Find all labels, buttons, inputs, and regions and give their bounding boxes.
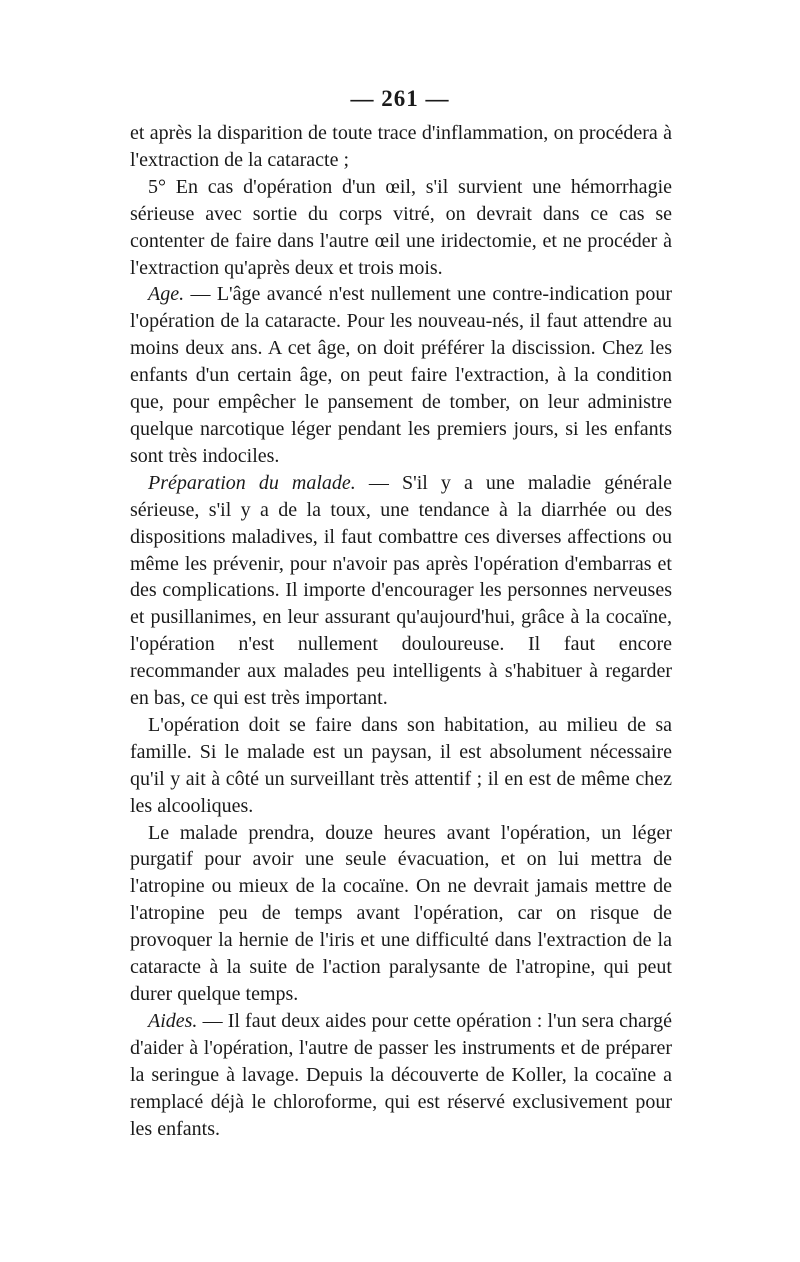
paragraph-preparation [130,470,672,712]
paragraph-purgatif [130,820,672,1008]
paragraph-text: 5° En cas d'opération d'un œil, s'il survient une hémorrhagie sérieuse avec sortie du corps vitré, on devrait dans ce cas se contenter de faire dans l'autre œil une iridectomie, et ne procéder à l'extraction qu'après deux et trois mois. [130,175,672,279]
body-text [130,120,672,1142]
paragraph-heading: Age. [148,283,185,306]
paragraph-text: L'opération doit se faire dans son habitation, au milieu de sa famille. Si le malade est un paysan, il est absolument nécessaire qu'il y ait à côté un surveillant très attentif ; il en est de même chez les alcooliques. [130,713,672,817]
paragraph-heading: Préparation du malade. [148,471,356,494]
paragraph-text: et après la disparition de toute trace d'inflammation, on procédera à l'extraction de la cataracte ; [130,122,672,171]
page-number: — 261 — [350,86,450,111]
paragraph-continuation [130,120,672,174]
paragraph-text: — Il faut deux aides pour cette opération : l'un sera chargé d'aider à l'opération, l'autre de passer les instruments et de préparer la seringue à lavage. Depuis la découverte de Koller, la cocaïne a remplacé déjà le chloroforme, qui est réservé exclusivement pour les enfants. [130,1009,672,1140]
paragraph-text: Le malade prendra, douze heures avant l'opération, un léger purgatif pour avoir une seule évacuation, et on lui mettra de l'atropine ou mieux de la cocaïne. On ne devrait jamais mettre de l'atropine peu de temps avant l'opération, car on risque de provoquer la hernie de l'iris et une difficulté dans l'extraction de la cataracte à la suite de l'action paralysante de l'atropine, qui peut durer quelque temps. [130,821,672,1005]
paragraph-age [130,281,672,469]
paragraph-aides [130,1008,672,1143]
paragraph-habitation [130,712,672,820]
paragraph-item-5 [130,174,672,282]
paragraph-text: — S'il y a une maladie générale sérieuse, s'il y a de la toux, une tendance à la diarrhée ou des dispositions maladives, il faut combattre ces diverses affections ou même les prévenir, pour n'avoir pas après l'opération d'embarras et des complications. Il importe d'encourager les personnes nerveuses et pusillanimes, en leur assurant qu'aujourd'hui, grâce à la cocaïne, l'opération n'est nullement douloureuse. Il faut encore recommander aux malades peu intelligents à s'habituer à regarder en bas, ce qui est très important. [130,471,672,710]
paragraph-heading: Aides. [148,1009,198,1032]
paragraph-text: — L'âge avancé n'est nullement une contre-indication pour l'opération de la cataracte. Pour les nouveau-nés, il faut attendre au moins deux ans. A cet âge, on doit préférer la discission. Chez les enfants d'un certain âge, on peut faire l'extraction, à la condition que, pour empêcher le pansement de tomber, on leur administre quelque narcotique léger pendant les premiers jours, si les enfants sont très indociles. [130,283,672,467]
